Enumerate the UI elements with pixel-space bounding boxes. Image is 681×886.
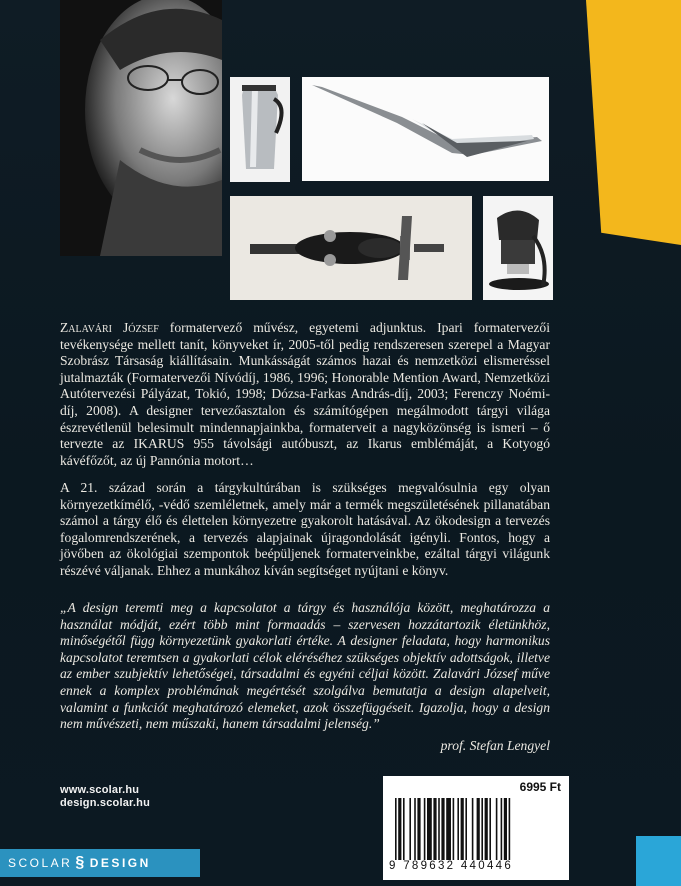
url-design[interactable]: design.scolar.hu bbox=[60, 797, 151, 809]
barcode-bar bbox=[509, 798, 511, 860]
barcode-bar bbox=[417, 798, 420, 860]
motorcycle-photo bbox=[230, 196, 472, 300]
url-main[interactable]: www.scolar.hu bbox=[60, 784, 140, 796]
barcode-bar bbox=[472, 798, 474, 860]
logo-right-text: DESIGN bbox=[89, 856, 151, 870]
publisher-logo bbox=[0, 849, 200, 877]
quote-paragraph: „A design teremti meg a kapcsolatot a tárgy és használója között, meghatározza a használat módját, ezért több mint formaadás – szervesen hozzátartozik életünkhöz, minőségétől függ környezetünk gyakorlati értéke. A designer feladata, hogy harmonikus kapcsolatot teremtsen a gyakorlati célok eléréséhez szükséges objektív adottságok, illetve az ember szubjektív lehetőségei, társadalmi és egyéni céljai között. Zalavári József műve ennek a komplex problémának megértését szolgálva bemutatja a design alapelveit, valamint a funkciót meghatározó elemeket, azok összefüggéseit. Igazolja, hogy a design nem művészeti, nem műszaki, hanem társadalmi jelenség.” bbox=[60, 600, 550, 732]
barcode-bar bbox=[441, 798, 444, 860]
barcode-bar bbox=[427, 798, 432, 860]
barcode-bar bbox=[461, 798, 464, 860]
barcode-bar bbox=[496, 798, 498, 860]
author-name: Zalavári József bbox=[60, 320, 159, 335]
metal-jug-photo bbox=[230, 77, 290, 182]
barcode-bar bbox=[481, 798, 483, 860]
author-bio-paragraph bbox=[60, 320, 550, 469]
price-barcode-box bbox=[383, 776, 569, 880]
author-bio-text: formatervező művész, egyetemi adjunktus. Ipari formatervezői tevékenysége mellett tanít, könyveket ír, 2005-től pedig rendszeresen szerepel a Magyar Szobrász Társaság kiállításain. Munkásságát számos hazai és nemzetközi elismeréssel jutalmazták (Formatervezői Nívódíj, 1986, 1996; Honorable Mention Award, Nemzetközi Autótervezési Pályázat, Tokió, 1998; Dózsa-Farkas András-díj, 2003; Ferenczy Noémi-díj, 2008). A designer tervezőasztalon és számítógépen megálmodott tárgyi világa észrevétlenül belesimult mindennapjainkba, formaterveit a nagyközönség is ismeri – ő tervezte az IKARUS 955 távolsági autóbuszt, az Ikarus emblémáját, a Kotyogó kávéfőzőt, az új Pannónia motort… bbox=[60, 320, 551, 468]
isbn-number: 9 789632 440446 bbox=[389, 860, 514, 872]
book-intro-paragraph: A 21. század során a tárgykultúrában is szükséges megvalósulnia egy olyan környezetkímélő, -védő szemléletnek, amely már a termék megszületésének pillanatában számol a tárgy élő és élettelen környezetre gyakorolt hatásával. Az ökodesign a tervezés fogalomrendszerének, a tervezés alapjainak újragondolását igényli. Fontos, hogy a jövőben az ökológiai szempontok beépüljenek formaterveinkbe, ezáltal tárgyi világunk részévé váljanak. Ehhez a munkához kíván segítséget nyújtani e könyv. bbox=[60, 480, 550, 578]
publisher-urls bbox=[60, 784, 150, 810]
designer-portrait-photo bbox=[60, 0, 222, 256]
blue-accent-corner bbox=[636, 836, 681, 886]
coffee-maker-photo bbox=[483, 196, 553, 300]
logo-left-text: SCOLAR bbox=[8, 856, 73, 870]
barcode-bar bbox=[424, 798, 426, 860]
barcode-bar bbox=[477, 798, 480, 860]
barcode-bar bbox=[453, 798, 455, 860]
ikarus-emblem-photo bbox=[302, 77, 549, 181]
barcode-bar bbox=[489, 798, 491, 860]
barcode-bar bbox=[504, 798, 507, 860]
barcode-bar bbox=[438, 798, 440, 860]
barcode-bar bbox=[446, 798, 451, 860]
barcode-bar bbox=[398, 798, 401, 860]
barcode-bar bbox=[414, 798, 416, 860]
quote-author: prof. Stefan Lengyel bbox=[440, 738, 550, 753]
price-label: 6995 Ft bbox=[519, 780, 561, 794]
yellow-accent-panel bbox=[586, 0, 681, 245]
barcode-bar bbox=[395, 798, 397, 860]
barcode-bar bbox=[465, 798, 467, 860]
barcode-bar bbox=[403, 798, 405, 860]
isbn-barcode bbox=[393, 798, 561, 860]
s-swirl-icon: § bbox=[75, 854, 87, 871]
barcode-bar bbox=[433, 798, 436, 860]
barcode-bar bbox=[409, 798, 411, 860]
barcode-bar bbox=[501, 798, 503, 860]
barcode-bar bbox=[457, 798, 459, 860]
barcode-bar bbox=[485, 798, 488, 860]
